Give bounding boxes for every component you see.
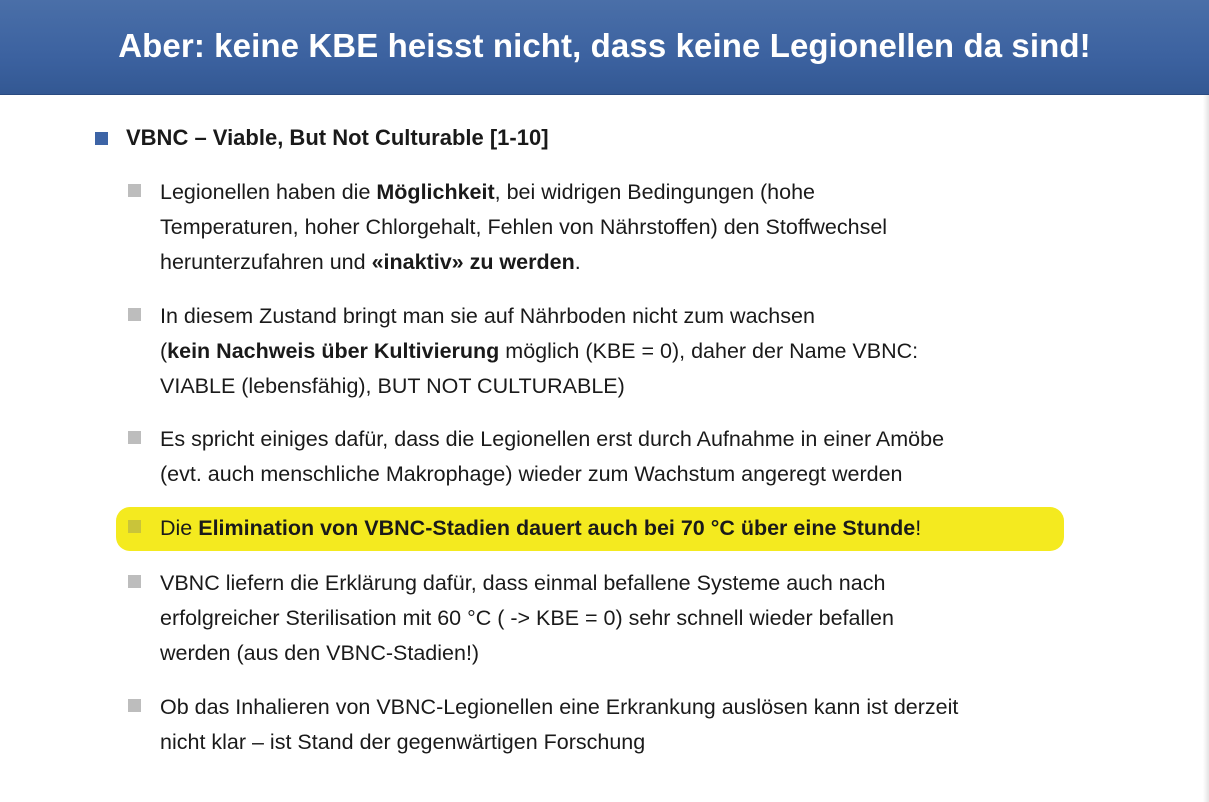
- text-span: nicht klar – ist Stand der gegenwärtigen Forschung: [160, 730, 646, 754]
- text-span: !: [915, 516, 922, 540]
- bold-text: Elimination von VBNC-Stadien dauert auch bei 70 °C über eine Stunde: [198, 516, 916, 540]
- text-span: , bei widrigen Bedingungen (hohe: [494, 180, 816, 204]
- text-line: [160, 566, 1128, 601]
- text-line: [160, 210, 1128, 245]
- slide-content: [0, 95, 1209, 802]
- text-line: [160, 457, 1128, 492]
- slide-edge-shadow: [1203, 95, 1209, 802]
- text-line: [160, 601, 1128, 636]
- square-bullet-icon: [128, 431, 141, 444]
- sub-bullet-2: [128, 299, 1128, 404]
- text-span: herunterzufahren und: [160, 250, 372, 274]
- square-bullet-icon: [95, 132, 108, 145]
- square-bullet-icon: [128, 184, 141, 197]
- square-bullet-icon: [128, 520, 141, 533]
- sub-bullet-text: [160, 299, 1128, 404]
- text-line: [160, 334, 1128, 369]
- sub-bullet-text: [160, 566, 1128, 671]
- text-span: erfolgreicher Sterilisation mit 60 °C ( -> KBE = 0) sehr schnell wieder befallen: [160, 606, 894, 630]
- text-span: VBNC liefern die Erklärung dafür, dass einmal befallene Systeme auch nach: [160, 571, 886, 595]
- text-span: Legionellen haben die: [160, 180, 377, 204]
- bold-text: «inaktiv» zu werden: [371, 250, 575, 274]
- sub-bullet-text: [160, 175, 1128, 280]
- slide-title: Aber: keine KBE heisst nicht, dass keine Legionellen da sind!: [118, 27, 1091, 64]
- text-line: [160, 299, 1128, 334]
- square-bullet-icon: [128, 575, 141, 588]
- square-bullet-icon: [128, 308, 141, 321]
- text-line: [160, 369, 1128, 404]
- sub-bullet-6: [128, 690, 1128, 760]
- text-span: (evt. auch menschliche Makrophage) wieder zum Wachstum angeregt werden: [160, 462, 903, 486]
- sub-bullet-5: [128, 566, 1128, 671]
- sub-bullet-3: [128, 422, 1128, 492]
- slide-title-bar: [0, 0, 1209, 95]
- main-bullet: [95, 125, 549, 151]
- text-line: [160, 511, 1128, 546]
- bold-text: kein Nachweis über Kultivierung: [167, 339, 500, 363]
- square-bullet-icon: [128, 699, 141, 712]
- text-line: [160, 690, 1128, 725]
- text-line: [160, 175, 1128, 210]
- text-line: [160, 725, 1128, 760]
- sub-bullet-text: [160, 422, 1128, 492]
- sub-bullet-1: [128, 175, 1128, 280]
- text-span: Ob das Inhalieren von VBNC-Legionellen eine Erkrankung auslösen kann ist derzeit: [160, 695, 959, 719]
- sub-bullet-4-highlighted: [128, 511, 1128, 546]
- text-line: [160, 422, 1128, 457]
- bold-text: Möglichkeit: [376, 180, 495, 204]
- text-span: Es spricht einiges dafür, dass die Legionellen erst durch Aufnahme in einer Amöbe: [160, 427, 945, 451]
- text-span: (: [160, 339, 168, 363]
- text-line: [160, 636, 1128, 671]
- sub-bullet-text: [160, 511, 1128, 546]
- text-span: Temperaturen, hoher Chlorgehalt, Fehlen von Nährstoffen) den Stoffwechsel: [160, 215, 888, 239]
- sub-bullet-text: [160, 690, 1128, 760]
- text-span: werden (aus den VBNC-Stadien!): [160, 641, 480, 665]
- text-span: .: [574, 250, 581, 274]
- text-span: VIABLE (lebensfähig), BUT NOT CULTURABLE): [160, 374, 625, 398]
- text-span: Die: [160, 516, 199, 540]
- main-bullet-heading: VBNC – Viable, But Not Culturable [1-10]: [126, 125, 549, 150]
- text-span: möglich (KBE = 0), daher der Name VBNC:: [499, 339, 919, 363]
- text-span: In diesem Zustand bringt man sie auf Nährboden nicht zum wachsen: [160, 304, 815, 328]
- text-line: [160, 245, 1128, 280]
